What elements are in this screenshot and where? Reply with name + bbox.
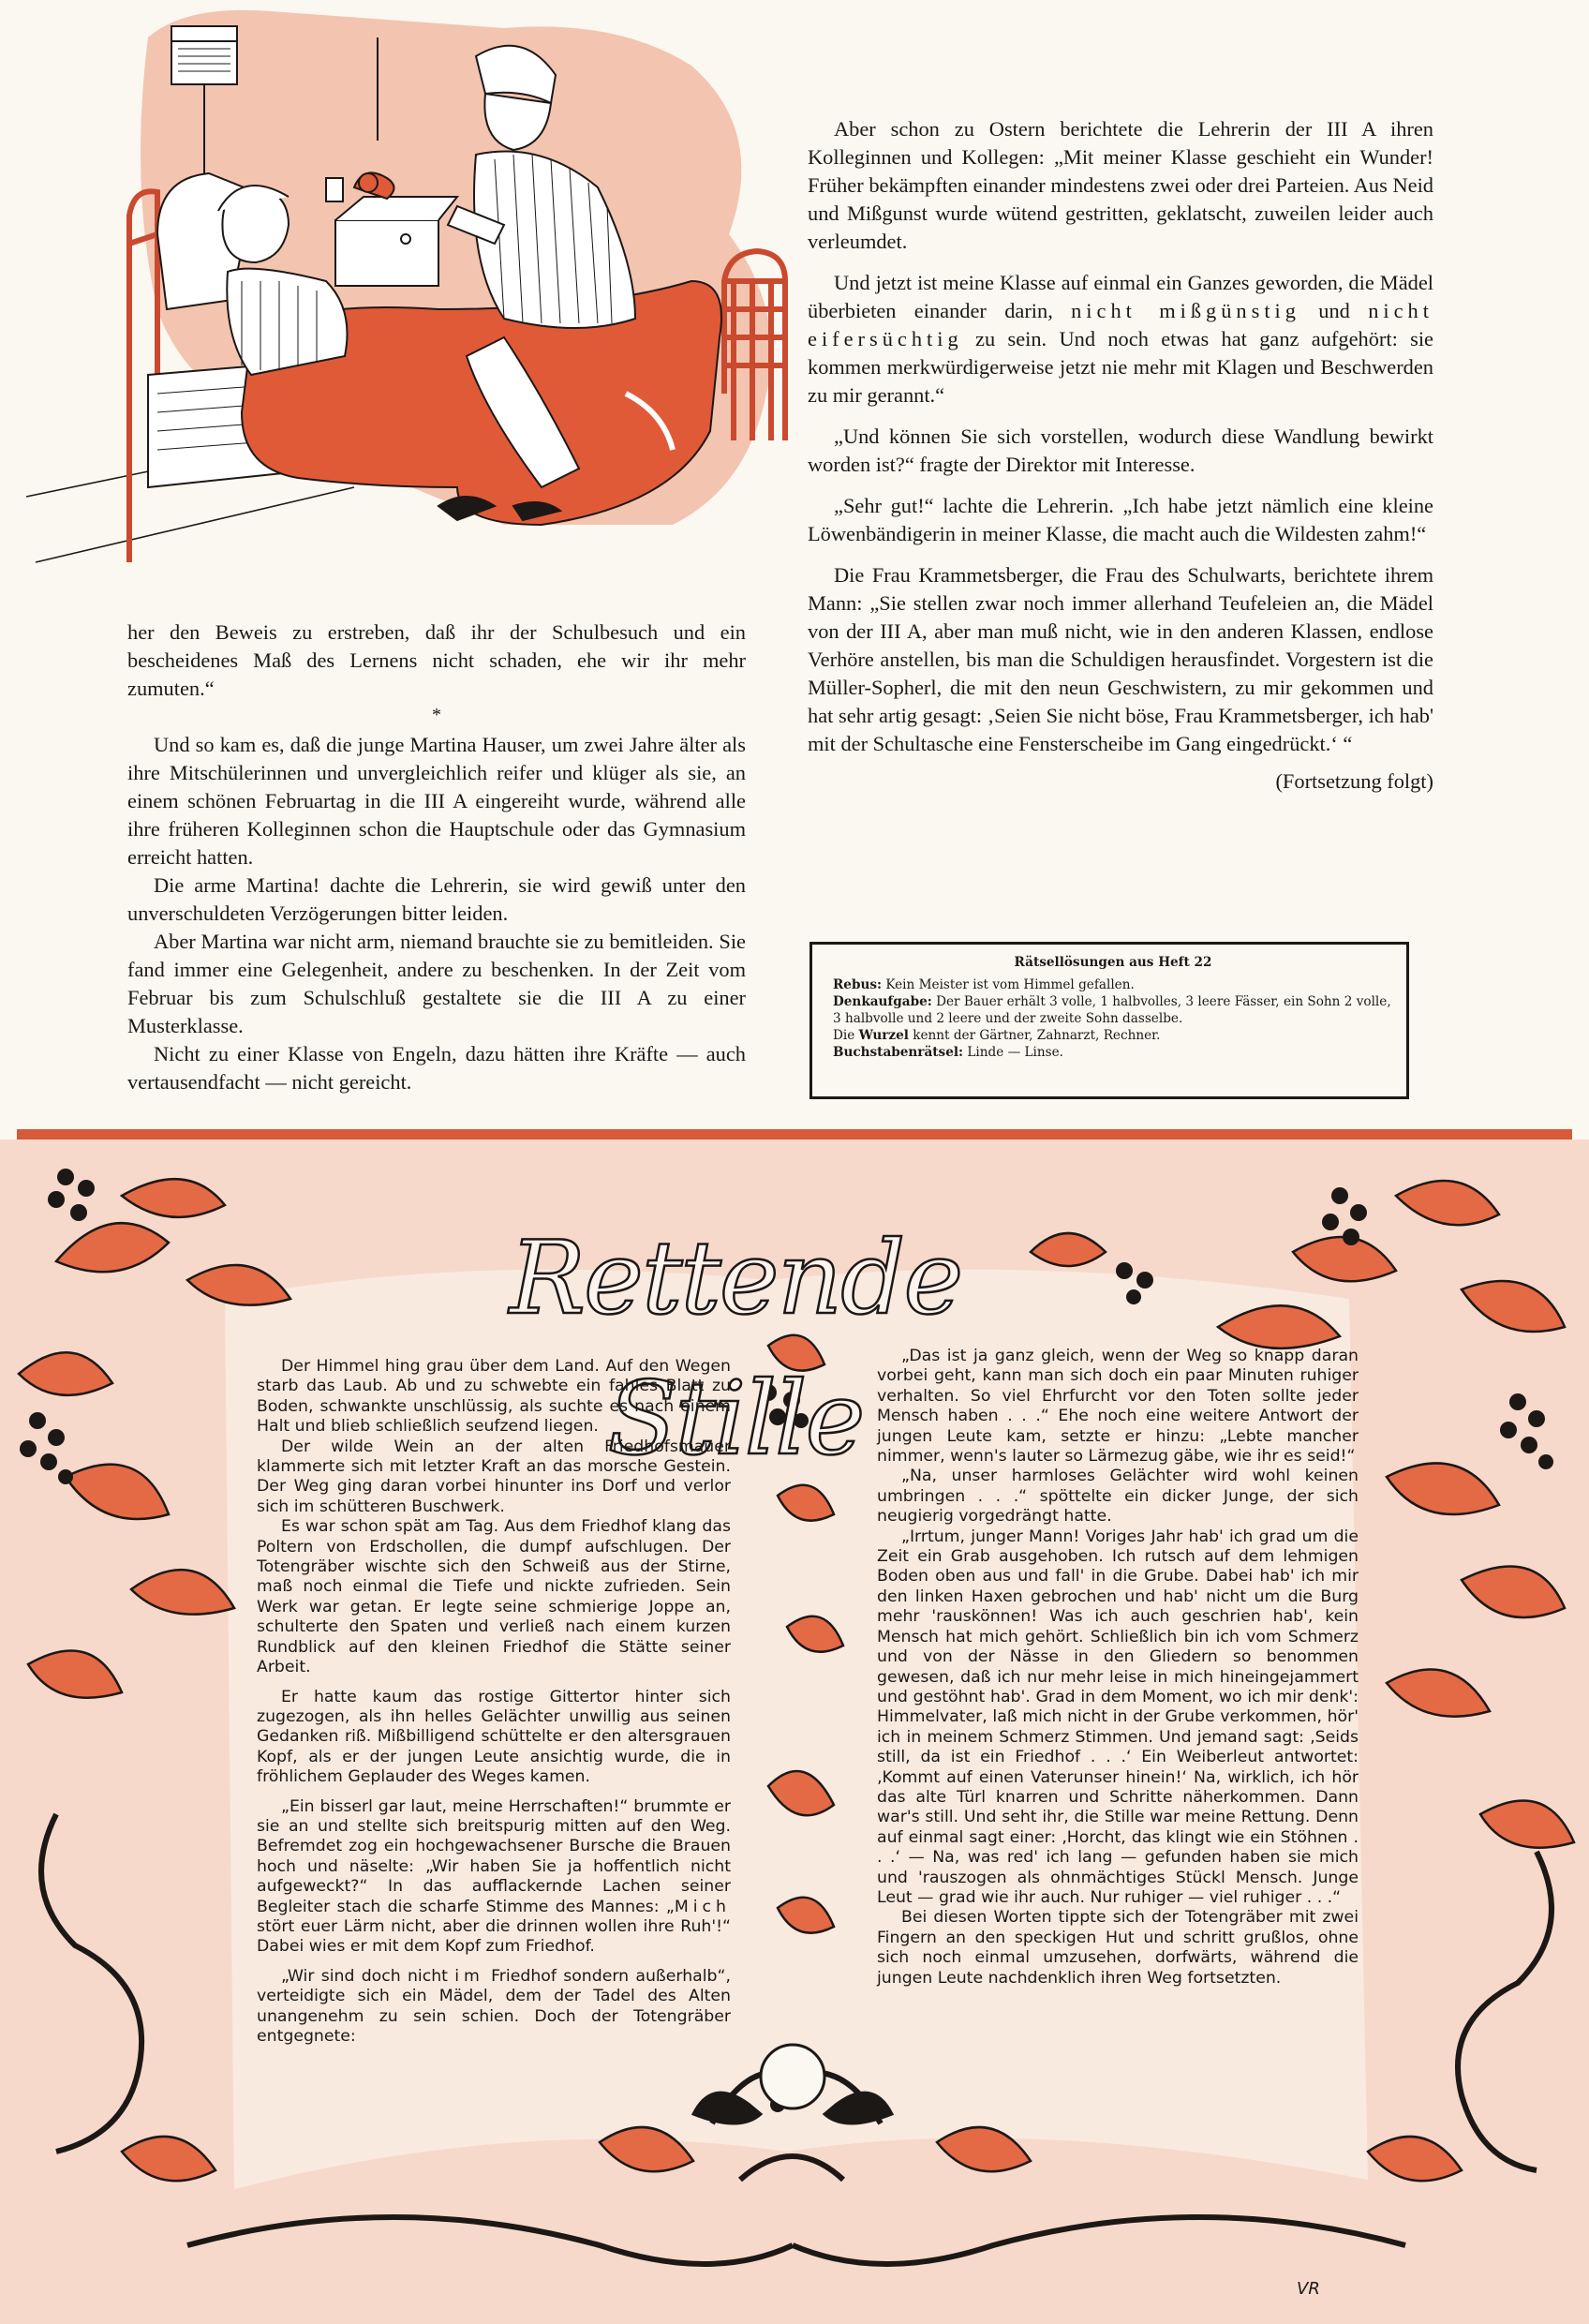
paragraph: Der wilde Wein an der alten Friedhofsmauer klammerte sich mit letzter Kraft an das morsche Gestein. Der Weg ging daran vorbei hinunter ins Dorf und verlor sich im schütteren Buschwerk.	[257, 1437, 731, 1516]
hospital-bed-illustration	[17, 0, 804, 614]
paragraph: Aber Martina war nicht arm, niemand brauchte sie zu bemitleiden. Sie fand immer eine Gelegenheit, andere zu beschenken. In der Zeit vom Februar bis zum Schulschluß gestaltete sie die III A zu einer Musterklasse.	[127, 930, 746, 1037]
puzzle-rebus	[833, 976, 1393, 993]
puzzle-solutions-box	[809, 942, 1409, 1099]
wall-calendar	[171, 26, 237, 84]
text-run: Und jetzt ist meine Klasse auf einmal ein Ganzes geworden, die Mädel überbieten einander darin,	[808, 271, 1433, 322]
puzzle-wurzel	[833, 1027, 1393, 1044]
paragraph: „Irrtum, junger Mann! Voriges Jahr hab' ich grad um die Zeit ein Grab ausgehoben. Ich rutsch auf dem lehmigen Boden oben aus und fall' in die Grube. Dabei hab' ich mir den linken Haxen gebrochen und hab' nicht um die Burg mehr 'rauskönnen! Was ich auch geschrien hab', kein Mensch hat mich gehört. Schließlich bin ich vom Schmerz und von der Nässe in den Gliedern so benommen gewesen, daß ich nur mehr leise in mich hineingejammert und gestöhnt hab'. Grad in dem Moment, wo ich mir denk': Himmelvater, laß mich nicht in der Grube verkommen, hör' ich in meinem Schmerz Stimmen. Und jemand sagt: ‚Seids still, da ist ein Friedhof . . .‘ Ein Weiberleut antwortet: ‚Kommt auf einen Vaterunser hinein!‘ Na, wirklich, ich hör das alte Türl knarren und Schritte näherkommen. Dann war's still. Und seht ihr, die Stille war meine Rettung. Denn auf einmal sagt einer: ‚Horcht, das klingt wie ein Stöhnen . . .‘ — Na, was red' ich lang — gefunden haben sie mich und 'rauszogen als ohnmächtiges Stückl Mensch. Junge Leut — grad wie ihr auch. Nur ruhiger — viel ruhiger . . .“	[877, 1527, 1359, 1907]
paragraph: „Und können Sie sich vorstellen, wodurch diese Wandlung bewirkt worden ist?“ fragte der Direktor mit Interesse.	[808, 425, 1433, 476]
paragraph: Aber schon zu Ostern berichtete die Lehrerin der III A ihren Kolleginnen und Kollegen: „Mit meiner Klasse geschieht ein Wunder! Früher bekämpften einander mindestens zwei oder drei Parteien. Aus Neid und Mißgunst wurde wütend gestritten, geklatscht, zuweilen leider auch verleumdet.	[808, 117, 1433, 253]
paragraph: „Na, unser harmloses Gelächter wird wohl keinen umbringen . . .“ spöttelte ein dicker Junge, der sich neugierig vorgedrängt hatte.	[877, 1467, 1359, 1527]
text-run: Friedhof sondern außerhalb“, verteidigte sich ein Mädel, dem der Tadel des Alten unangenehm zu sein schien. Doch der Totengräber entgegnete:	[257, 1966, 731, 2046]
text-run: stört euer Lärm nicht, aber die drinnen wollen ihre Ruh'!“ Dabei wies er mit dem Kopf zum Friedhof.	[257, 1916, 731, 1957]
answer: Linde — Linse.	[967, 1045, 1063, 1060]
text-run: „Ein bisserl gar laut, meine Herrschaften!“ brummte er sie an und stellte sich breitspurig mitten auf den Weg. Befremdet zog ein hochgewachsener Bursche die Brauen hoch und näselte: „Wir haben Sie ja hoffentlich nicht aufgeweckt?“ In das aufflackernde Lachen seiner Begleiter stach die scharfe Stimme des Mannes: „	[257, 1796, 731, 1916]
label: Wurzel	[858, 1028, 909, 1043]
text-run: und	[1318, 299, 1350, 322]
puzzle-buchstabenraetsel	[833, 1044, 1393, 1061]
paragraph	[257, 1967, 731, 2048]
text-run: Die	[833, 1028, 855, 1043]
paragraph: „Sehr gut!“ lachte die Lehrerin. „Ich habe jetzt nämlich eine kleine Löwenbändigerin in meiner Klasse, die macht auch die Wildesten zahm!“	[808, 494, 1433, 545]
spaced-emphasis: im	[454, 1966, 484, 1986]
paragraph: Der Himmel hing grau über dem Land. Auf den Wegen starb das Laub. Ab und zu schwebte ein fahles Blatt zu Boden, schwankte unschlüssig, als suchte es nach einem Halt und blieb schließlich seufzend liegen.	[257, 1357, 731, 1437]
paragraph	[257, 1797, 731, 1958]
paragraph: „Das ist ja ganz gleich, wenn der Weg so knapp daran vorbei geht, kann man sich doch ein paar Minuten ruhiger verhalten. So viel Ehrfurcht vor den Toten sollte jeder Mensch haben . . .“ Ehe noch eine weitere Antwort der jungen Leute kam, setzte er hinzu: „Lebte mancher nimmer, wenn's lauter so Lärmezug gäbe, wie ihr es seid!“	[877, 1347, 1359, 1467]
spaced-emphasis: Mich	[674, 1897, 731, 1916]
paragraph	[808, 269, 1433, 410]
paragraph: Bei diesen Worten tippte sich der Totengräber mit zwei Fingern an den speckigen Hut und schritt grußlos, ohne sich noch einmal umzusehen, dorfwärts, während die jungen Leute nachdenklich ihren Weg fortsetzten.	[877, 1908, 1359, 1988]
text-run: zu sein. Und noch etwas hat ganz aufgehört: sie kommen merkwürdigerweise jetzt nie mehr mit Klagen und Beschwerden zu mir gerannt.“	[808, 327, 1433, 407]
continued-note: (Fortsetzung folgt)	[1275, 769, 1433, 793]
puzzle-denkaufgabe	[833, 993, 1393, 1027]
paragraph: Und so kam es, daß die junge Martina Hauser, um zwei Jahre älter als ihre Mitschülerinnen und unvergleichlich reifer und klüger als sie, an einem schönen Februartag in die III A eingereiht wurde, während alle ihre früheren Kolleginnen schon die Hauptschule oder das Gymnasium erreicht hatten.	[127, 733, 746, 869]
label: Rebus:	[833, 977, 883, 992]
answer: Kein Meister ist vom Himmel gefallen.	[885, 977, 1135, 992]
paragraph: Nicht zu einer Klasse von Engeln, dazu hätten ihre Kräfte — auch vertausendfacht — nicht gereicht.	[127, 1042, 746, 1094]
paragraph: Die Frau Krammetsberger, die Frau des Schulwarts, berichtete ihrem Mann: „Sie stellen zwar noch immer allerhand Teufeleien an, die Mädel von der III A, aber man muß nicht, wie in den anderen Klassen, endlose Verhöre anstellen, bis man die Schuldigen herausfindet. Vorgestern ist die Müller-Sopherl, die mit den neun Geschwistern, zu mir gekommen und hat sehr artig gesagt: ‚Seien Sie nicht böse, Frau Krammetsberger, ich hab' mit der Schultasche eine Fensterscheibe im Gang eingedrückt.‘ “	[808, 563, 1433, 755]
paragraph: Es war schon spät am Tag. Aus dem Friedhof klang das Poltern von Erdschollen, die dumpf aufschlugen. Der Totengräber wischte sich den Schweiß aus der Stirne, maß noch einmal die Tiefe und nickte zufrieden. Sein Werk war getan. Er legte seine schmierige Joppe an, schulterte den Spaten und verließ nach einem kurzen Rundblick auf den kleinen Friedhof die Stätte seiner Arbeit.	[257, 1517, 731, 1677]
lower-right-column	[877, 1347, 1359, 1989]
spaced-emphasis: nicht eifersüchtig	[808, 299, 1433, 350]
lower-left-column	[257, 1357, 731, 2047]
label: Buchstabenrätsel:	[833, 1045, 964, 1060]
paragraph: Die arme Martina! dachte die Lehrerin, sie wird gewiß unter den unverschuldeten Verzögerungen bitter leiden.	[127, 873, 746, 925]
upper-right-column	[808, 115, 1433, 796]
upper-left-column	[127, 618, 746, 1096]
section-divider	[17, 1129, 1572, 1140]
answer: Der Bauer erhält 3 volle, 1 halbvolles, 3 leere Fässer, ein Sohn 2 volle, 3 halbvolle und 2 leere und der zweite Sohn dasselbe.	[833, 994, 1391, 1026]
text-run: „Wir sind doch nicht	[281, 1966, 455, 1986]
section-separator: *	[432, 705, 441, 725]
answer: kennt der Gärtner, Zahnarzt, Rechner.	[913, 1028, 1161, 1043]
puzzle-box-title: Rätsellösungen aus Heft 22	[1014, 955, 1212, 970]
label: Denkaufgabe:	[833, 994, 932, 1009]
spaced-emphasis: nicht mißgünstig	[1071, 299, 1300, 322]
paragraph: her den Beweis zu erstreben, daß ihr der Schulbesuch und ein bescheidenes Maß des Lernens nicht schaden, ehe wir ihr mehr zumuten.“	[127, 620, 746, 700]
story-title: Rettende Stille	[509, 1220, 962, 1478]
artist-signature: VR	[1297, 2279, 1320, 2299]
paragraph: Er hatte kaum das rostige Gittertor hinter sich zugezogen, als ihn helles Gelächter unwillig aus seinen Gedanken riß. Mißbilligend schüttelte er den altersgrauen Kopf, als er der jungen Leute ansichtig wurde, die in fröhlichem Geplauder des Weges kamen.	[257, 1687, 731, 1787]
